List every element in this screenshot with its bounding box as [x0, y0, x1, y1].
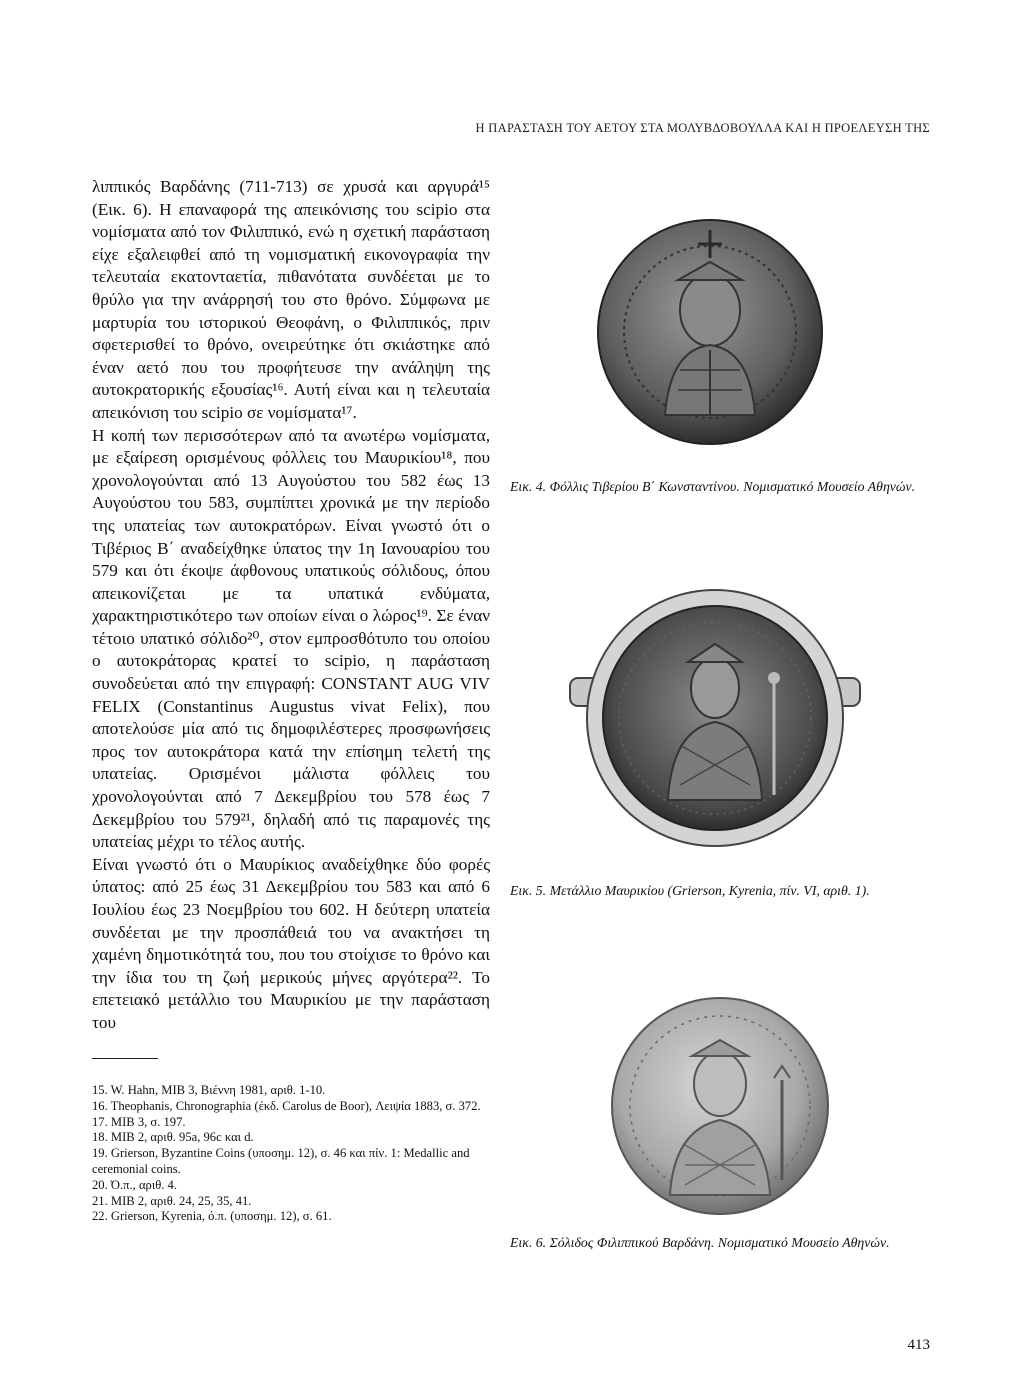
paragraph-3: Είναι γνωστό ότι ο Μαυρίκιος αναδείχθηκε δύο φορές ύπατος: από 25 έως 31 Δεκεμβρίου του 583 και από 6 Ιουλίου έως 23 Νοεμβρίου του 602. Η δεύτερη υπατεία συνδέεται με την προσπάθειά του να ανακτήσει τη χαμένη δημοτικότητά του, που του στοίχισε το θρόνο και την ίδια του τη ζωή μερικούς μήνες αργότερα²². Το επετειακό μετάλλιο του Μαυρικίου με την παράσταση του	[92, 854, 490, 1032]
footnote-20: 20. Ό.π., αριθ. 4.	[92, 1177, 177, 1192]
paragraph-2: Η κοπή των περισσότερων από τα ανωτέρω νομίσματα, με εξαίρεση ορισμένους φόλλεις του Μαυρικίου¹⁸, που χρονολογούνται από 13 Αυγούστου του 582 έως 13 Αυγούστου του 583, συμπίπτει χρονικά με την περίοδο της υπατείας των αυτοκρατόρων. Είναι γνωστό ότι ο Τιβέριος Β΄ αναδείχθηκε ύπατος την 1η Ιανουαρίου του 579 και ότι έκοψε άφθονους υπατικούς σόλιδους, όπου απεικονίζεται με τα υπατικά ενδύματα, χαρακτηριστικότερο των οποίων είναι ο λώρος¹⁹. Σε έναν τέτοιο υπατικό σόλιδο²⁰, στον εμπροσθότυπο του οποίου ο αυτοκράτορας κρατεί το scipio, η παράσταση συνοδεύεται από την επιγραφή: CONSTANT AUG VIV FELIX (Constantinus Augustus vivat Felix), που αποτελούσε μία από τις δημοφιλέστερες προσφωνήσεις προς τον αυτοκράτορα κατά την επίσημη τελετή της υπατείας. Ορισμένοι μάλιστα φόλλεις του χρονολογούνται από 7 Δεκεμβρίου του 578 έως 7 Δεκεμβρίου του 579²¹, δηλαδή από τις παραμονές της υπατείας μέχρι το τέλος αυτής.	[92, 425, 490, 852]
figure-6-caption: Εικ. 6. Σόλιδος Φιλιππικού Βαρδάνη. Νομισματικό Μουσείο Αθηνών.	[510, 1235, 890, 1250]
footnote-19: 19. Grierson, Byzantine Coins (υποσημ. 12), σ. 46 και πίν. 1: Medallic and ceremonial coins.	[92, 1146, 470, 1176]
footnotes	[92, 1083, 492, 1225]
footnote-17: 17. MIB 3, σ. 197.	[92, 1114, 186, 1129]
footnote-15: 15. W. Hahn, MIB 3, Βιέννη 1981, αριθ. 1-10.	[92, 1083, 326, 1097]
footnote-16: 16. Theophanis, Chronographia (έκδ. Carolus de Boor), Λειψία 1883, σ. 372.	[92, 1098, 481, 1113]
footnote-18: 18. MIB 2, αριθ. 95a, 96c και d.	[92, 1130, 254, 1145]
figure-6-solidus-image	[560, 990, 930, 1226]
footnote-22: 22. Grierson, Kyrenia, ό.π. (υποσημ. 12), σ. 61.	[92, 1209, 332, 1224]
footnote-21: 21. MIB 2, αριθ. 24, 25, 35, 41.	[92, 1193, 252, 1208]
paragraph-1: λιππικός Βαρδάνης (711-713) σε χρυσά και αργυρά¹⁵ (Εικ. 6). Η επαναφορά της απεικόνισης του scipio στα νομίσματα από τον Φιλιππικό, ενώ η σχετική παράσταση είχε εξαλειφθεί από τη νομισματική εικονογραφία την τελευταία εκατονταετία, πιθανότατα συνδέεται με το θρύλο για την ανάρρησή του στο θρόνο. Σύμφωνα με μαρτυρία του ιστορικού Θεοφάνη, ο Φιλιππικός, πριν σφετερισθεί το θρόνο, ονειρεύτηκε ότι σκιάστηκε από έναν αετό που του προφήτευσε την ανάληψη της αυτοκρατορικής εξουσίας¹⁶. Αυτή είναι και η τελευταία απεικόνιση του scipio σε νομίσματα¹⁷.	[92, 177, 490, 422]
running-head: Η ΠΑΡΑΣΤΑΣΗ ΤΟΥ ΑΕΤΟΥ ΣΤΑ ΜΟΛΥΒΔΟΒΟΥΛΛΑ ΚΑΙ Η ΠΡΟΕΛΕΥΣΗ ΤΗΣ	[475, 121, 930, 135]
page-number: 413	[907, 1337, 930, 1353]
figure-4-caption: Εικ. 4. Φόλλις Τιβερίου Β΄ Κωνσταντίνου. Νομισματικό Μουσείο Αθηνών.	[510, 479, 916, 494]
figure-5-caption: Εικ. 5. Μετάλλιο Μαυρικίου (Grierson, Kyrenia, πίν. VI, αριθ. 1).	[510, 883, 870, 898]
footnote-rule	[92, 1058, 158, 1059]
figure-5-medallion-image	[560, 570, 930, 870]
figure-4-follis-image	[560, 210, 930, 450]
body-text	[92, 176, 490, 1035]
